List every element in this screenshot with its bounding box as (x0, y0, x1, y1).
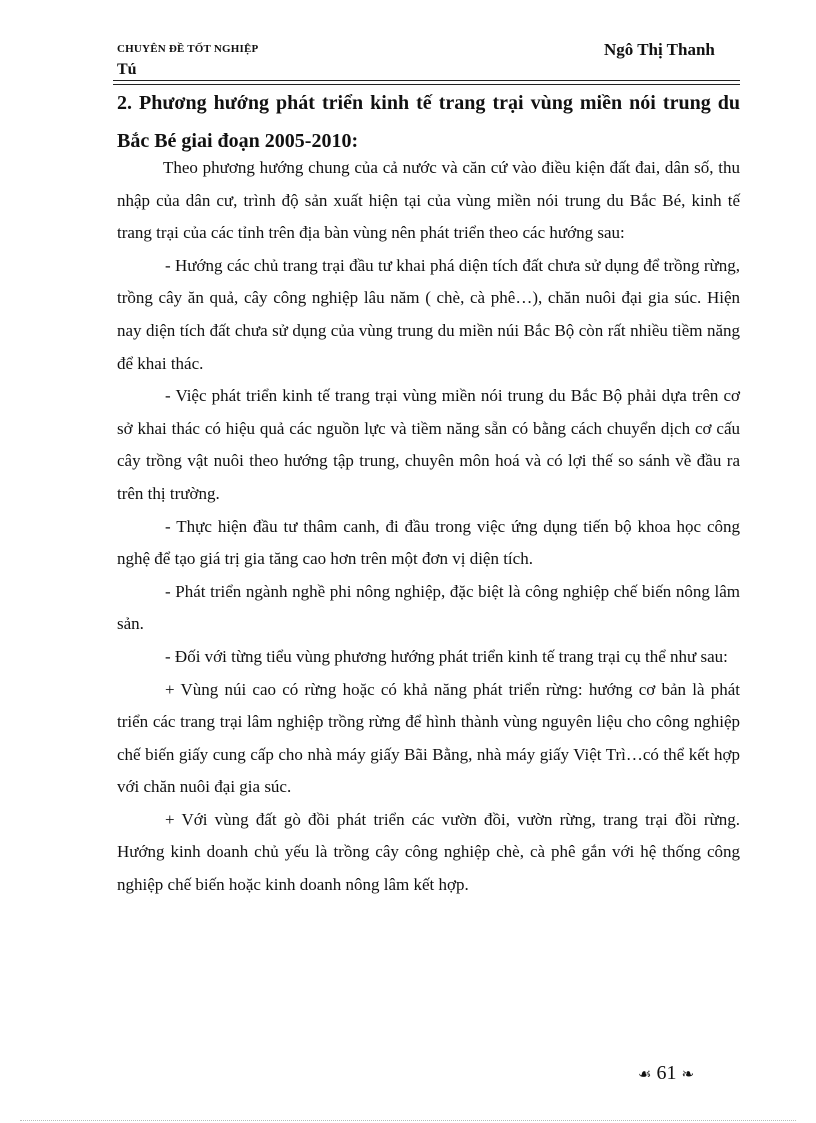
header-divider-thick (113, 80, 740, 81)
paragraph-intro: Theo phương hướng chung của cả nước và căn cứ vào điều kiện đất đai, dân số, thu nhập của dân cư, trình độ sản xuất hiện tại của vùng miền nói trung du Bắc Bé, kinh tế trang trại của các tỉnh trên địa bàn vùng nên phát triển theo các hướng sau: (117, 158, 740, 243)
paragraph-bullet-4: - Phát triển ngành nghề phi nông nghiệp, đặc biệt là công nghiệp chế biến nông lâm sản. (117, 581, 740, 634)
paragraph-subregion-1: + Vùng núi cao có rừng hoặc có khả năng phát triển rừng: hướng cơ bản là phát triển các trang trại lâm nghiệp trồng rừng để hình thành vùng nguyên liệu cho công nghiệp chế biến giấy cung cấp cho nhà máy giấy Bãi Bằng, nhà máy giấy Việt Trì…có thể kết hợp với chăn nuôi đại gia súc. (117, 679, 740, 797)
header-author-continuation: Tú (117, 61, 137, 78)
page-bottom-border (20, 1120, 796, 1121)
header-author-name: Ngô Thị Thanh (604, 40, 715, 59)
paragraph-bullet-5: - Đối với từng tiểu vùng phương hướng phát triển kinh tế trang trại cụ thể như sau: (165, 646, 728, 666)
paragraph-subregion-2: + Với vùng đất gò đồi phát triển các vườn đồi, vườn rừng, trang trại đồi rừng. Hướng kinh doanh chủ yếu là trồng cây công nghiệp chè, cà phê gắn với hệ thống công nghiệp chế biến hoặc kinh doanh nông lâm kết hợp. (117, 809, 740, 895)
header-document-type: CHUYÊN ĐỀ TỐT NGHIỆP (117, 43, 259, 55)
ornament-right-icon: ❧ (681, 1066, 695, 1083)
paragraph-bullet-3: - Thực hiện đầu tư thâm canh, đi đầu trong việc ứng dụng tiến bộ khoa học công nghệ để tạo giá trị gia tăng cao hơn trên một đơn vị diện tích. (117, 516, 740, 569)
ornament-left-icon: ☙ (638, 1066, 652, 1083)
paragraph-bullet-2: - Việc phát triển kinh tế trang trại vùng miền nói trung du Bắc Bộ phải dựa trên cơ sở khai thác có hiệu quả các nguồn lực và tiềm năng sẵn có bằng cách chuyển dịch cơ cấu cây trồng vật nuôi theo hướng tập trung, chuyên môn hoá và có lợi thế so sánh về đầu ra trên thị trường. (117, 386, 740, 503)
section-heading: 2. Phương hướng phát triển kinh tế trang trại vùng miền nói trung du Bắc Bé giai đoạn 2005-2010: (117, 92, 740, 152)
paragraph-bullet-1: - Hướng các chủ trang trại đầu tư khai phá diện tích đất chưa sử dụng để trồng rừng, trồng cây ăn quả, cây công nghiệp lâu năm ( chè, cà phê…), chăn nuôi đại gia súc. Hiện nay diện tích đất chưa sử dụng của vùng trung du miền núi Bắc Bộ còn rất nhiều tiềm năng để khai thác. (117, 255, 740, 373)
body-text (117, 152, 740, 902)
page-number: 61 (656, 1062, 677, 1084)
page-footer (638, 1062, 694, 1085)
